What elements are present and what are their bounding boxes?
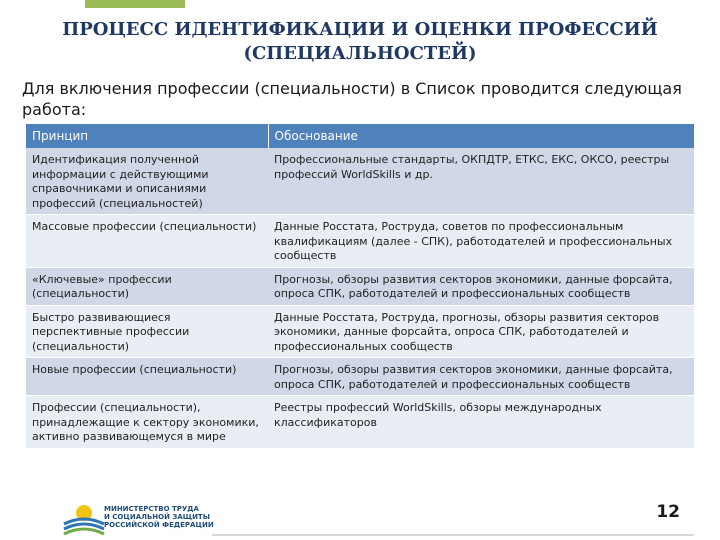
- ministry-line-2: И СОЦИАЛЬНОЙ ЗАЩИТЫ: [104, 513, 210, 521]
- principles-table: [26, 124, 695, 449]
- principle-cell: Новые профессии (специальности): [26, 358, 268, 396]
- table-row: [26, 148, 694, 215]
- principle-cell: Быстро развивающиеся перспективные профессии (специальности): [26, 305, 268, 358]
- table-row: [26, 396, 694, 449]
- basis-cell: Прогнозы, обзоры развития секторов экономики, данные форсайта, опроса СПК, работодателей и профессиональных сообществ: [268, 358, 694, 396]
- table-row: [26, 267, 694, 305]
- basis-cell: Прогнозы, обзоры развития секторов экономики, данные форсайта, опроса СПК, работодателей и профессиональных сообществ: [268, 267, 694, 305]
- basis-cell: Реестры профессий WorldSkills, обзоры международных классификаторов: [268, 396, 694, 449]
- ministry-logo-icon: [62, 500, 106, 536]
- ministry-name: [104, 505, 214, 529]
- title-line-1: ПРОЦЕСС ИДЕНТИФИКАЦИИ И ОЦЕНКИ ПРОФЕССИЙ: [62, 19, 658, 40]
- footer-divider: [212, 534, 694, 536]
- column-header-principle: Принцип: [26, 124, 268, 148]
- principle-cell: Идентификация полученной информации с действующими справочниками и описаниями профессий (специальностей): [26, 148, 268, 215]
- principle-cell: Профессии (специальности), принадлежащие к сектору экономики, активно развивающемуся в мире: [26, 396, 268, 449]
- table-row: [26, 358, 694, 396]
- page-number: 12: [656, 502, 680, 522]
- principle-cell: «Ключевые» профессии (специальности): [26, 267, 268, 305]
- ministry-line-3: РОССИЙСКОЙ ФЕДЕРАЦИИ: [104, 521, 214, 529]
- column-header-basis: Обоснование: [268, 124, 694, 148]
- ministry-line-1: МИНИСТЕРСТВО ТРУДА: [104, 505, 199, 513]
- table-row: [26, 305, 694, 358]
- basis-cell: Профессиональные стандарты, ОКПДТР, ЕТКС, ЕКС, ОКСО, реестры профессий WorldSkills и др.: [268, 148, 694, 215]
- basis-cell: Данные Росстата, Роструда, прогнозы, обзоры развития секторов экономики, данные форсайта, опроса СПК, работодателей и профессиональных сообществ: [268, 305, 694, 358]
- intro-text: Для включения профессии (специальности) в Список проводится следующая работа:: [22, 79, 682, 119]
- table-header-row: [26, 124, 694, 148]
- page-title: [20, 18, 700, 66]
- title-line-2: (СПЕЦИАЛЬНОСТЕЙ): [243, 43, 477, 64]
- accent-bar: [85, 0, 185, 8]
- basis-cell: Данные Росстата, Роструда, советов по профессиональным квалификациям (далее - СПК), работодателей и профессиональных сообществ: [268, 215, 694, 268]
- principle-cell: Массовые профессии (специальности): [26, 215, 268, 268]
- table-row: [26, 215, 694, 268]
